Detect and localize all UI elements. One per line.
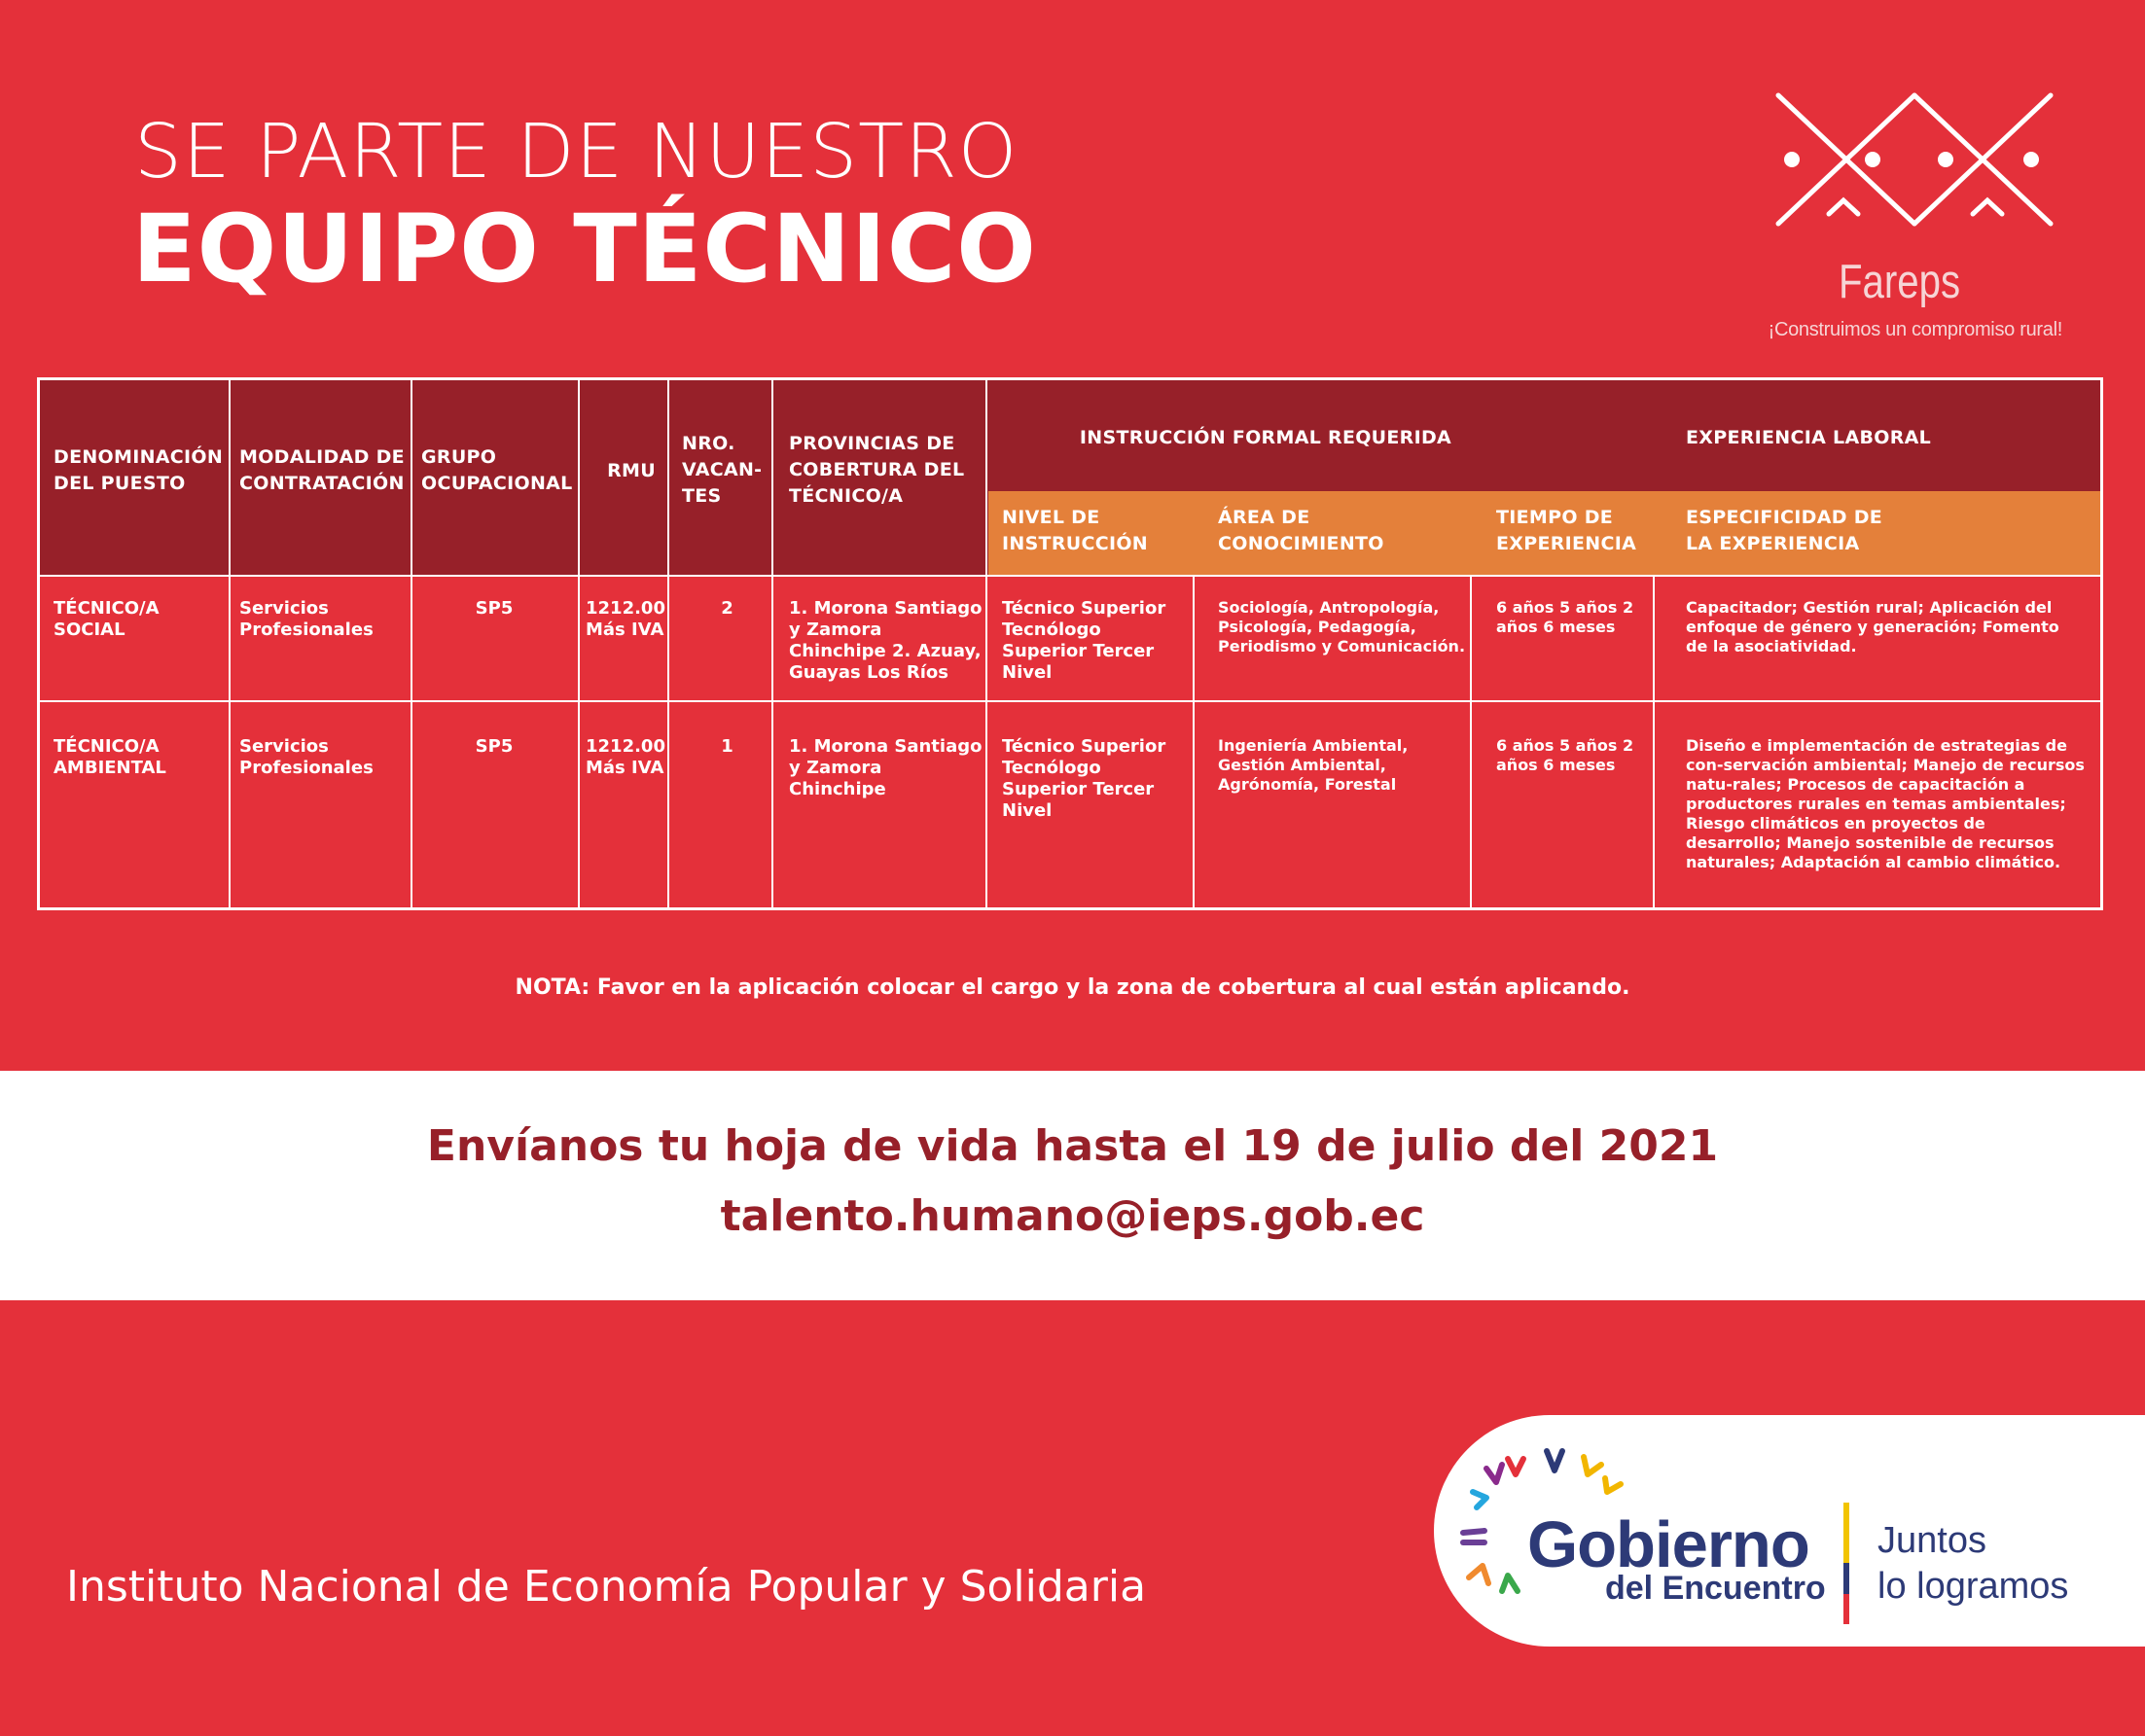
header-especificidad: ESPECIFICIDAD DE LA EXPERIENCIA bbox=[1686, 507, 1883, 554]
header-instruccion: INSTRUCCIÓN FORMAL REQUERIDA bbox=[1079, 427, 1452, 448]
row1-modalidad: Servicios Profesionales bbox=[239, 598, 374, 640]
row2-vacantes: 1 bbox=[721, 736, 733, 757]
government-slogan-line-2: lo logramos bbox=[1877, 1566, 2069, 1607]
header-provincias: PROVINCIAS DE COBERTURA DEL TÉCNICO/A bbox=[789, 433, 965, 507]
grid-line bbox=[229, 380, 231, 907]
row1-especificidad: Capacitador; Gestión rural; Aplicación del enfoque de género y generación; Fomento de la asociatividad. bbox=[1686, 598, 2059, 655]
row2-area: Ingeniería Ambiental, Gestión Ambiental, Agrónomía, Forestal bbox=[1218, 736, 1409, 794]
header-nivel: NIVEL DE INSTRUCCIÓN bbox=[1002, 507, 1148, 554]
heading-line-2: EQUIPO TÉCNICO bbox=[132, 195, 1037, 303]
government-slogan-line-1: Juntos bbox=[1877, 1520, 1986, 1561]
grid-line bbox=[1470, 575, 1472, 907]
logo-slogan: ¡Construimos un compromiso rural! bbox=[1768, 319, 2062, 340]
row2-denominacion: TÉCNICO/A AMBIENTAL bbox=[54, 736, 166, 778]
grid-line bbox=[40, 575, 2100, 577]
header-modalidad: MODALIDAD DE CONTRATACIÓN bbox=[239, 446, 405, 494]
header-vacantes: NRO. VACAN-TES bbox=[682, 433, 763, 507]
header-rmu: RMU bbox=[607, 460, 656, 481]
government-name-line-1: Gobierno bbox=[1527, 1508, 1809, 1581]
row1-nivel: Técnico Superior Tecnólogo Superior Tercer Nivel bbox=[1002, 598, 1166, 683]
row2-especificidad: Diseño e implementación de estrategias de con-servación ambiental; Manejo de recursos natu-rales; Procesos de capacitación a productores rurales en temas ambientales; Riesgo climáticos en proyectos de desarrollo; Manejo sostenible de recursos naturales; Adaptación al cambio climático. bbox=[1686, 736, 2085, 871]
row2-nivel: Técnico Superior Tecnólogo Superior Tercer Nivel bbox=[1002, 736, 1166, 821]
row1-rmu: 1212.00 Más IVA bbox=[586, 598, 665, 640]
header-area: ÁREA DE CONOCIMIENTO bbox=[1218, 507, 1384, 554]
row1-tiempo: 6 años 5 años 2 años 6 meses bbox=[1496, 598, 1634, 636]
row1-denominacion: TÉCNICO/A SOCIAL bbox=[54, 598, 160, 640]
application-note: NOTA: Favor en la aplicación colocar el cargo y la zona de cobertura al cual están aplicando. bbox=[515, 975, 1630, 1000]
grid-line bbox=[1653, 575, 1655, 907]
grid-line bbox=[667, 380, 669, 907]
grid-line bbox=[40, 700, 2100, 702]
institute-name: Instituto Nacional de Economía Popular y Solidaria bbox=[66, 1562, 1147, 1612]
row2-grupo: SP5 bbox=[475, 736, 514, 757]
grid-line bbox=[1193, 575, 1195, 907]
grid-line bbox=[578, 380, 580, 907]
cta-band bbox=[0, 1071, 2145, 1300]
grid-line bbox=[985, 380, 987, 907]
grid-line bbox=[411, 380, 412, 907]
header-denominacion: DENOMINACIÓN DEL PUESTO bbox=[54, 446, 224, 494]
row2-provincias: 1. Morona Santiago y Zamora Chinchipe bbox=[789, 736, 983, 799]
row1-grupo: SP5 bbox=[475, 598, 514, 619]
row1-provincias: 1. Morona Santiago y Zamora Chinchipe 2. Azuay, Guayas Los Ríos bbox=[789, 598, 983, 683]
flag-bar-icon bbox=[1843, 1503, 1849, 1624]
government-name-line-2: del Encuentro bbox=[1605, 1570, 1826, 1607]
logo-name: Fareps bbox=[1839, 256, 1961, 308]
heading-line-1: SE PARTE DE NUESTRO bbox=[134, 109, 1019, 195]
header-grupo: GRUPO OCUPACIONAL bbox=[421, 446, 573, 494]
row2-modalidad: Servicios Profesionales bbox=[239, 736, 374, 778]
cta-deadline: Envíanos tu hoja de vida hasta el 19 de julio del 2021 bbox=[426, 1121, 1719, 1171]
row1-area: Sociología, Antropología, Psicología, Pedagogía, Periodismo y Comunicación. bbox=[1218, 598, 1466, 655]
row2-rmu: 1212.00 Más IVA bbox=[586, 736, 665, 778]
positions-table bbox=[37, 377, 2103, 910]
header-tiempo: TIEMPO DE EXPERIENCIA bbox=[1496, 507, 1637, 554]
cta-email-link[interactable]: talento.humano@ieps.gob.ec bbox=[720, 1191, 1425, 1241]
row2-tiempo: 6 años 5 años 2 años 6 meses bbox=[1496, 736, 1634, 774]
row1-vacantes: 2 bbox=[721, 598, 733, 619]
header-experiencia: EXPERIENCIA LABORAL bbox=[1686, 427, 1932, 448]
grid-line bbox=[771, 380, 773, 907]
